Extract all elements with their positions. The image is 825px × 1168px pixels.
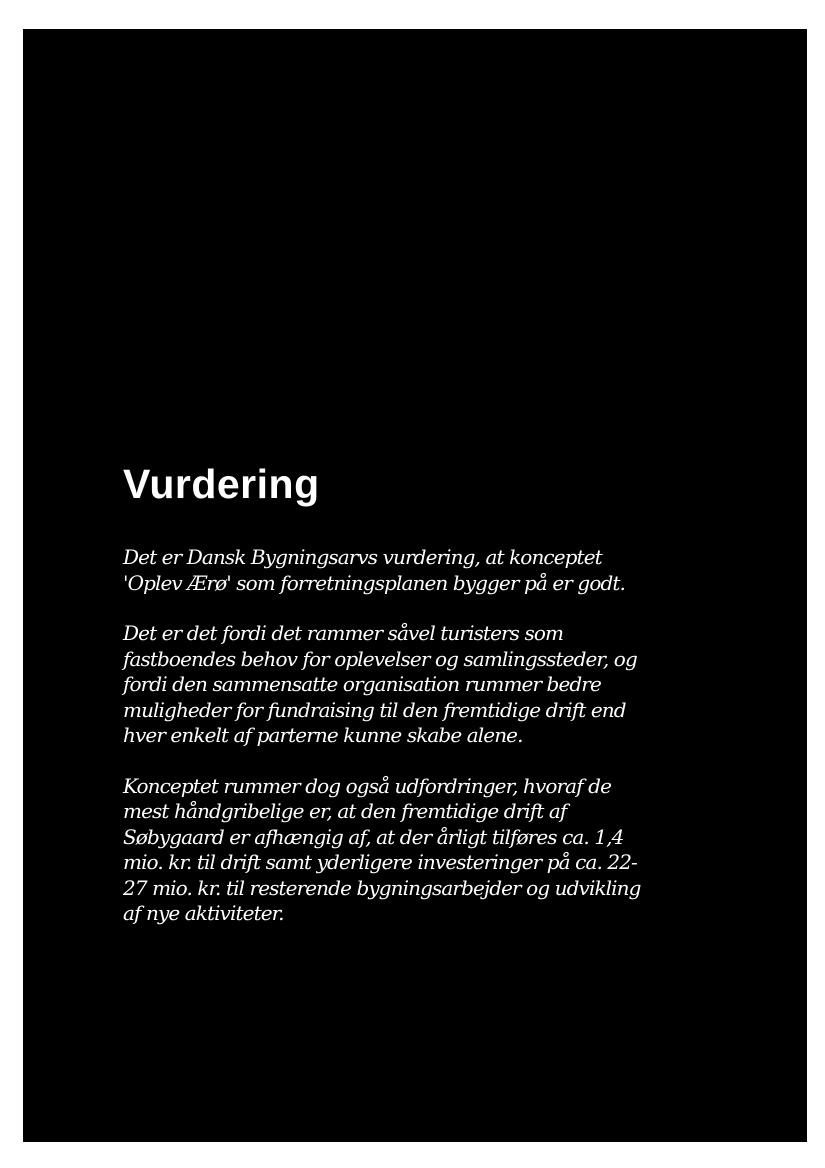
document-page <box>23 29 807 1142</box>
page-heading: Vurdering <box>123 461 320 507</box>
paragraph-reasoning: Det er det fordi det rammer såvel turisters som fastboendes behov for oplevelser og samlingssteder, og fordi den sammensatte organisation rummer bedre muligheder for fundraising til den fremtidige drift end hver enkelt af parterne kunne skabe alene. <box>123 621 637 747</box>
paragraph-challenges: Konceptet rummer dog også udfordringer, hvoraf de mest håndgribelige er, at den fremtidige drift af Søbygaard er afhængig af, at der årligt tilføres ca. 1,4 mio. kr. til drift samt yderligere investeringer på ca. 22- 27 mio. kr. til resterende bygningsarbejder og udvikling af nye aktiviteter. <box>123 773 641 925</box>
paragraph-assessment: Det er Dansk Bygningsarvs vurdering, at konceptet 'Oplev Ærø' som forretningsplanen bygger på er godt. <box>123 545 625 595</box>
body-text <box>123 545 733 952</box>
